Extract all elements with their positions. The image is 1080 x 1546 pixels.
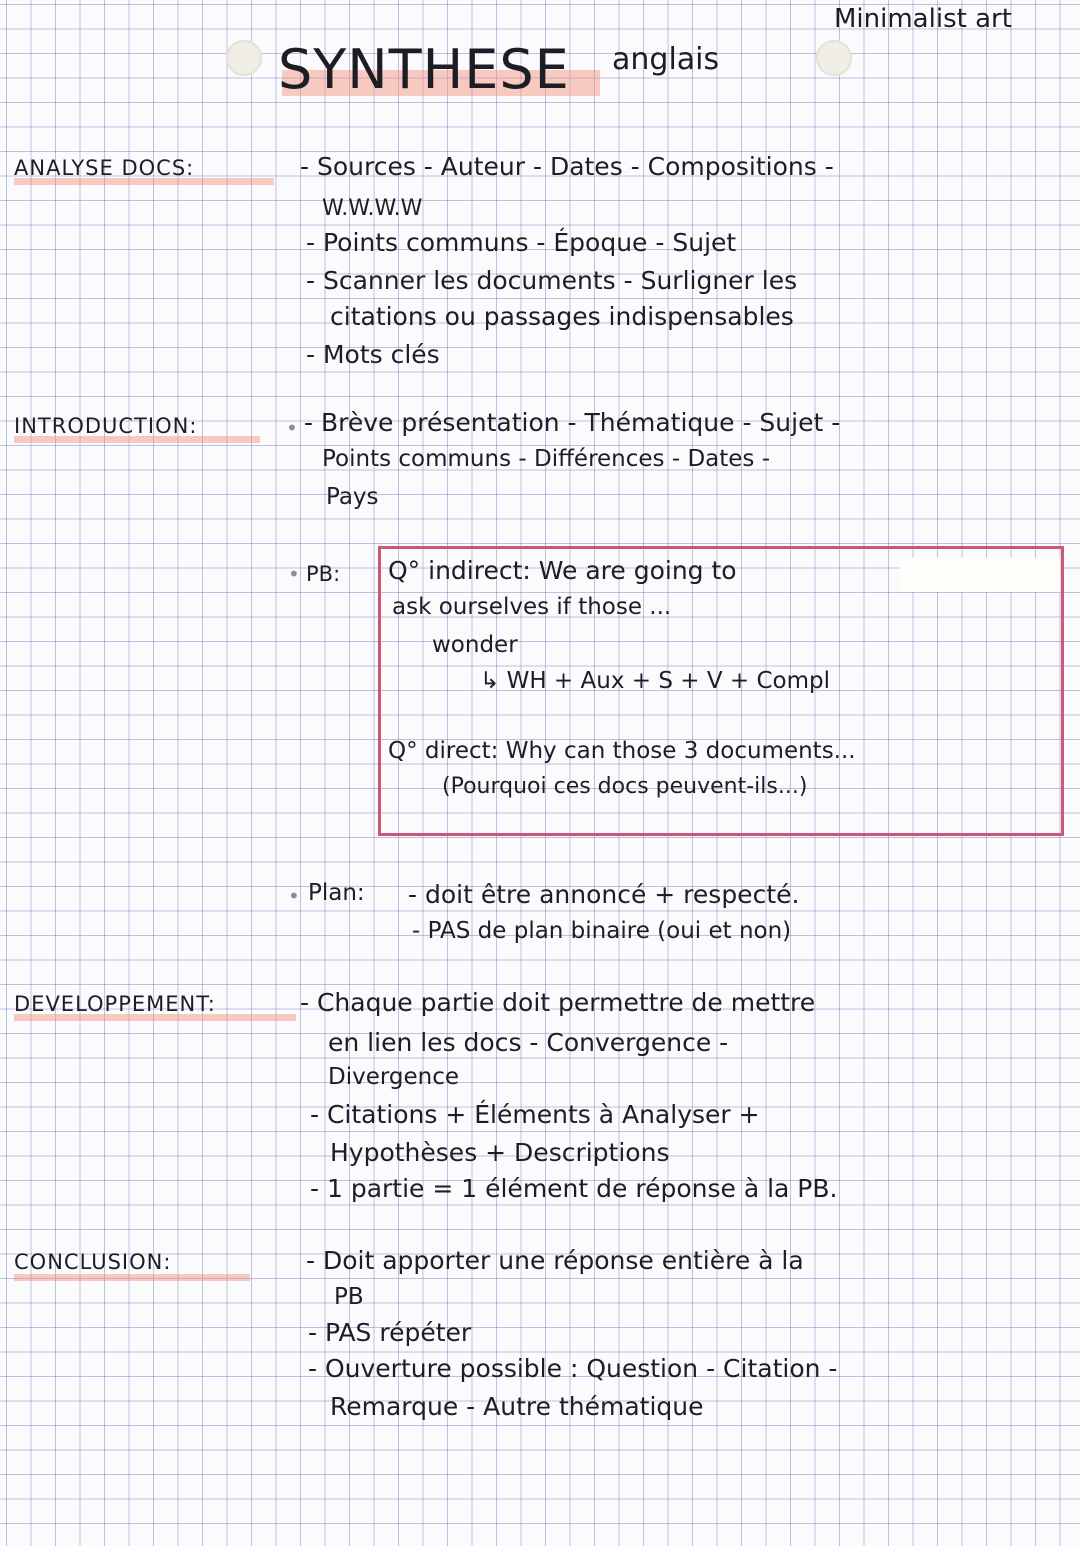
developpement-line: Divergence [328, 1064, 460, 1090]
plan-line: - PAS de plan binaire (oui et non) [412, 918, 792, 944]
page-subtitle: anglais [612, 42, 720, 77]
conclusion-line: - Doit apporter une réponse entière à la [306, 1246, 804, 1275]
analyse-line: - Points communs - Époque - Sujet [306, 228, 737, 257]
analyse-line: - Mots clés [306, 340, 440, 369]
developpement-line: - Citations + Éléments à Analyser + [310, 1100, 760, 1129]
introduction-line: Points communs - Différences - Dates - [322, 446, 771, 472]
conclusion-heading-highlight [14, 1274, 250, 1281]
conclusion-line: Remarque - Autre thématique [330, 1392, 704, 1421]
analyse-line: - Scanner les documents - Surligner les [306, 266, 798, 295]
developpement-line: - Chaque partie doit permettre de mettre [300, 988, 816, 1017]
binder-hole-left [226, 40, 262, 76]
introduction-heading: INTRODUCTION: [14, 414, 198, 438]
conclusion-line: - PAS répéter [308, 1318, 472, 1347]
pb-line: Q° indirect: We are going to [388, 556, 737, 585]
introduction-bullet: • [286, 416, 298, 440]
analyse-line: - Sources - Auteur - Dates - Compositions - [300, 152, 834, 181]
pb-line: wonder [432, 632, 518, 658]
page-title: SYNTHESE [278, 38, 570, 101]
plan-label: Plan: [308, 880, 365, 906]
pb-label: PB: [306, 562, 341, 586]
developpement-line: Hypothèses + Descriptions [330, 1138, 670, 1167]
developpement-heading: DEVELOPPEMENT: [14, 992, 216, 1016]
topic-tag: Minimalist art [834, 4, 1012, 34]
pb-line: ask ourselves if those ... [392, 594, 672, 620]
analyse-line: citations ou passages indispensables [330, 302, 794, 331]
binder-hole-right [816, 40, 852, 76]
developpement-line: - 1 partie = 1 élément de réponse à la PB. [310, 1174, 838, 1203]
whiteout-patch [900, 558, 1060, 592]
developpement-line: en lien les docs - Convergence - [328, 1028, 729, 1057]
introduction-line: - Brève présentation - Thématique - Sujet - [304, 408, 841, 437]
analyse-heading: ANALYSE DOCS: [14, 156, 195, 180]
plan-line: - doit être annoncé + respecté. [408, 880, 800, 909]
conclusion-line: - Ouverture possible : Question - Citation - [308, 1354, 838, 1383]
conclusion-heading: CONCLUSION: [14, 1250, 172, 1274]
introduction-line: Pays [326, 484, 379, 510]
analyse-line: W.W.W.W [322, 196, 423, 221]
pb-bullet: • [288, 562, 300, 586]
pb-line: ↳ WH + Aux + S + V + Compl [480, 668, 830, 694]
conclusion-line: PB [334, 1284, 364, 1310]
pb-line: (Pourquoi ces docs peuvent-ils...) [442, 774, 808, 799]
plan-bullet: • [288, 884, 300, 908]
pb-line: Q° direct: Why can those 3 documents... [388, 738, 856, 764]
